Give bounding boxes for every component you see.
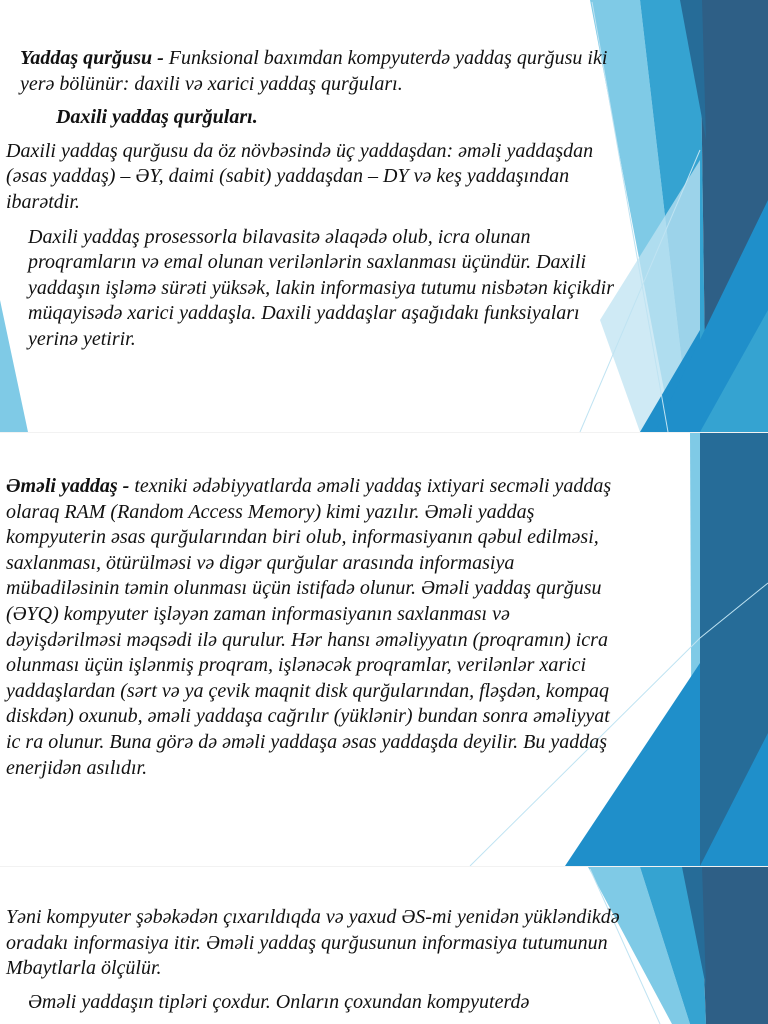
subheading: Daxili yaddaş qurğuları. <box>56 106 258 129</box>
subheading-paragraph <box>6 105 624 131</box>
paragraph: Daxili yaddaş prosessorla bilavasitə əlaqədə olub, icra olunan proqramların və emal olunan verilənlərin saxlanması üçündür. Daxili yaddaşın işləmə sürəti yüksək, lakin informasiya tutumu nisbətən kiçikdir müqayisədə xarici yaddaşla. Daxili yaddaşlar aşağıdakı funksiyaları yerinə yetirir. <box>28 225 614 350</box>
paragraph: Yəni kompyuter şəbəkədən çıxarıldıqda və yaxud ƏS-mi yenidən yükləndikdə oradakı informasiya itir. Əməli yaddaş qurğusunun informasiya tutumunun Mbaytlarla ölçülür. <box>6 906 620 980</box>
slide-1-text <box>6 46 624 353</box>
term-bold: Yaddaş qurğusu - <box>20 47 164 69</box>
paragraph: Daxili yaddaş qurğusu da öz növbəsində üç yaddaşdan: əməli yaddaşdan (əsas yaddaş) – ƏY, daimi (sabit) yaddaşdan – DY və keş yaddaşından ibarətdir. <box>6 139 594 213</box>
definition-text: Funksional baxımdan kompyuterdə yaddaş qurğusu iki yerə bölünür: daxili və xarici yaddaş qurğuları. <box>20 47 608 95</box>
slide-1 <box>0 0 768 432</box>
paragraph: Əməli yaddaşın tipləri çoxdur. Onların çoxundan kompyuterdə <box>28 990 530 1013</box>
definition-paragraph <box>6 46 624 97</box>
slide-3-text <box>6 905 624 1015</box>
slide-2 <box>0 433 768 866</box>
definition-text: texniki ədəbiyyatlarda əməli yaddaş ixtiyari secməli yaddaş olaraq RAM (Random Access Memory) kimi yazılır. Əməli yaddaş kompyuterin əsas qurğularından biri olub, informasiyanın qəbul edilməsi, saxlanması, ötürülməsi və digər qurğular arasında informasiya mübadiləsinin təmin olunması üçün istifadə olunur. Əməli yaddaş qurğusu (ƏYQ) kompyuter işləyən zaman informasiyanın saxlanması və dəyişdərilməsi məqsədi ilə qurulur. Hər hansı əməliyyatın (proqramın) icra olunması üçün işlənmiş proqram, işlənəcək proqramlar, verilənlər xarici yaddaşlardan (sərt və ya çevik maqnit disk qurğularından, fləşdən, kompaq diskdən) oxunub, əməli yaddaşa cağrılır (yüklənir) bundan sonra əməliyyat ic ra olunur. Buna görə də əməli yaddaşa əsas yaddaşda deyilir. Bu yaddaş enerjidən asılıdır. <box>6 475 612 779</box>
slide-2-text <box>6 474 624 781</box>
term-bold: Əməli yaddaş - <box>6 475 130 497</box>
definition-paragraph <box>6 474 624 781</box>
slide-3 <box>0 867 768 1024</box>
